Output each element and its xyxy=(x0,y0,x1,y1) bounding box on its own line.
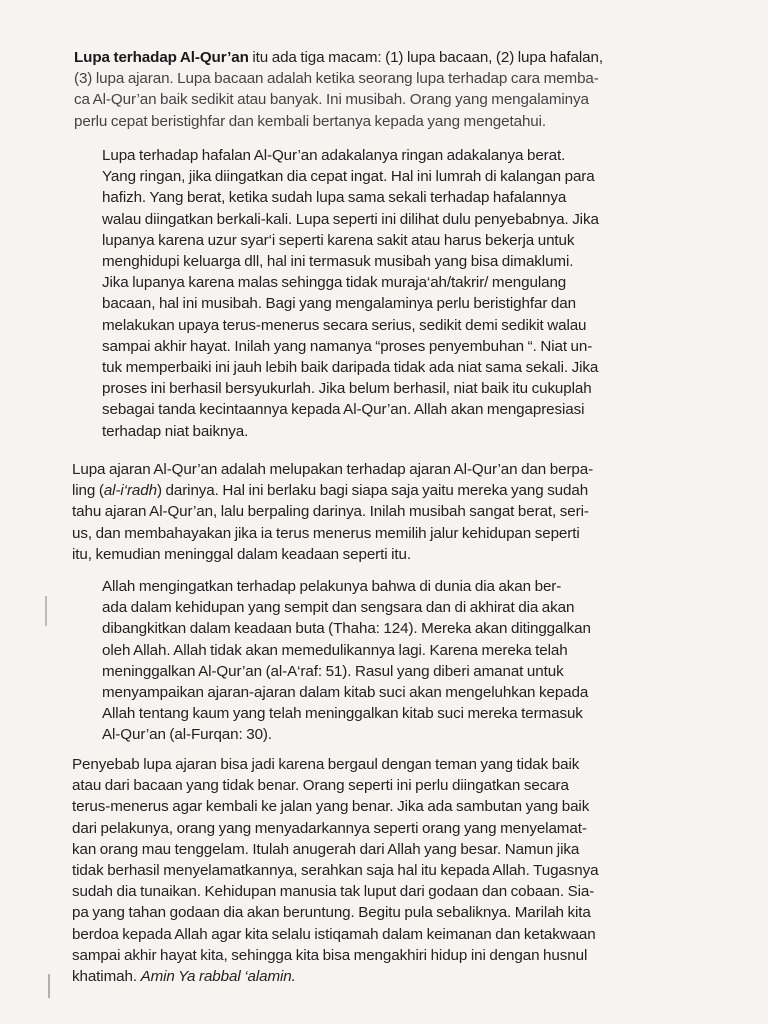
text-line: sampai akhir hayat. Inilah yang namanya “proses penyembuhan “. Niat un- xyxy=(102,337,593,355)
paragraph-lupa-intro xyxy=(74,47,603,132)
text-line: melakukan upaya terus-menerus secara serius, sedikit demi sedikit walau xyxy=(102,316,587,334)
closing-prayer: Amin Ya rabbal ‘alamin. xyxy=(140,968,296,986)
text-line: kan orang mau tenggelam. Itulah anugerah dari Allah yang besar. Namun jika xyxy=(72,840,580,858)
text-line: meninggalkan Al-Qur’an (al-A‘raf: 51). Rasul yang diberi amanat untuk xyxy=(102,662,564,680)
text-line: tidak berhasil menyelamatkannya, serahkan saja hal itu kepada Allah. Tugasnya xyxy=(72,862,599,880)
text-line: sampai akhir hayat kita, sehingga kita bisa mengakhiri hidup ini dengan husnul xyxy=(72,946,588,964)
text-span: khatimah. xyxy=(72,968,141,986)
margin-scan-mark xyxy=(45,596,47,626)
paragraph-allah-mengingatkan xyxy=(102,576,591,746)
text-line: proses ini berhasil bersyukurlah. Jika belum berhasil, niat baik itu cukuplah xyxy=(102,380,592,398)
text-line xyxy=(72,966,598,987)
text-line: Allah tentang kaum yang telah meninggalkan kitab suci mereka termasuk xyxy=(102,705,583,723)
text-line xyxy=(72,480,593,501)
lead-term: Lupa terhadap Al-Qur’an xyxy=(74,49,249,66)
text-line: ada dalam kehidupan yang sempit dan sengsara dan di akhirat dia akan xyxy=(102,599,575,617)
text-line: menghidupi keluarga dll, hal ini termasuk musibah yang bisa dimaklumi. xyxy=(102,253,574,271)
text-line: Al-Qur’an (al-Furqan: 30). xyxy=(102,726,272,744)
text-line: menyampaikan ajaran-ajaran dalam kitab suci akan mengeluhkan kepada xyxy=(102,684,589,702)
text-line: dibangkitkan dalam keadaan buta (Thaha: 124). Mereka akan ditinggalkan xyxy=(102,620,591,638)
text-line: sudah dia tunaikan. Kehidupan manusia tak luput dari godaan dan cobaan. Sia- xyxy=(72,883,595,901)
paragraph-penyebab-lupa xyxy=(72,754,598,987)
margin-scan-mark xyxy=(48,974,50,998)
text-line: terus-menerus agar kembali ke jalan yang benar. Jika ada sambutan yang baik xyxy=(72,798,590,816)
text-line: atau dari bacaan yang tidak benar. Orang seperti ini perlu diingatkan secara xyxy=(72,777,569,795)
text-line: walau diingatkan berkali-kali. Lupa seperti ini dilihat dulu penyebabnya. Jika xyxy=(102,210,599,228)
text-line: itu, kemudian meninggal dalam keadaan seperti itu. xyxy=(72,545,411,563)
text-line: lupanya karena uzur syar‘i seperti karena sakit atau harus bekerja untuk xyxy=(102,231,575,249)
italic-term: al-i‘radh xyxy=(103,482,157,500)
text-span: ling ( xyxy=(72,482,104,500)
paragraph-lupa-ajaran xyxy=(72,459,593,565)
paragraph-lupa-hafalan xyxy=(102,145,599,442)
text-span: itu ada tiga macam: (1) lupa bacaan, (2) lupa hafalan, xyxy=(248,49,603,66)
text-line: pa yang tahan godaan dia akan beruntung. Begitu pula sebaliknya. Marilah kita xyxy=(72,904,591,922)
text-line xyxy=(74,47,603,68)
text-line: perlu cepat beristighfar dan kembali bertanya kepada yang mengetahui. xyxy=(74,112,547,130)
text-span: ) darinya. Hal ini berlaku bagi siapa saja yaitu mereka yang sudah xyxy=(156,482,589,500)
text-line: tahu ajaran Al-Qur’an, lalu berpaling darinya. Inilah musibah sangat berat, seri- xyxy=(72,503,589,521)
text-line: Penyebab lupa ajaran bisa jadi karena bergaul dengan teman yang tidak baik xyxy=(72,756,580,773)
text-line: bacaan, hal ini musibah. Bagi yang mengalaminya perlu beristighfar dan xyxy=(102,295,576,313)
text-line: Lupa terhadap hafalan Al-Qur’an adakalanya ringan adakalanya berat. xyxy=(102,147,566,164)
text-line: Allah mengingatkan terhadap pelakunya bahwa di dunia dia akan ber- xyxy=(102,578,562,595)
text-line: dari pelakunya, orang yang menyadarkannya seperti orang yang menyelamat- xyxy=(72,819,587,837)
text-line: hafizh. Yang berat, ketika sudah lupa sama sekali terhadap hafalannya xyxy=(102,189,567,207)
text-line: tuk memperbaiki ini jauh lebih baik daripada tidak ada niat sama sekali. Jika xyxy=(102,359,599,377)
text-line: terhadap niat baiknya. xyxy=(102,422,249,440)
cut-off-header-marks xyxy=(350,0,460,5)
text-line: oleh Allah. Allah tidak akan memedulikannya lagi. Karena mereka telah xyxy=(102,641,568,659)
text-line: Lupa ajaran Al-Qur’an adalah melupakan terhadap ajaran Al-Qur’an dan berpa- xyxy=(72,461,594,478)
text-line: us, dan membahayakan jika ia terus menerus memilih jalur kehidupan seperti xyxy=(72,524,580,542)
text-line: ca Al-Qur’an baik sedikit atau banyak. Ini musibah. Orang yang mengalaminya xyxy=(74,91,589,109)
text-line: (3) lupa ajaran. Lupa bacaan adalah ketika seorang lupa terhadap cara memba- xyxy=(74,70,599,88)
text-line: Jika lupanya karena malas sehingga tidak muraja‘ah/takrir/ mengulang xyxy=(102,274,567,292)
text-line: berdoa kepada Allah agar kita selalu istiqamah dalam keimanan dan ketakwaan xyxy=(72,925,596,943)
text-line: sebagai tanda kecintaannya kepada Al-Qur’an. Allah akan mengapresiasi xyxy=(102,401,585,419)
text-line: Yang ringan, jika diingatkan dia cepat ingat. Hal ini lumrah di kalangan para xyxy=(102,168,595,186)
